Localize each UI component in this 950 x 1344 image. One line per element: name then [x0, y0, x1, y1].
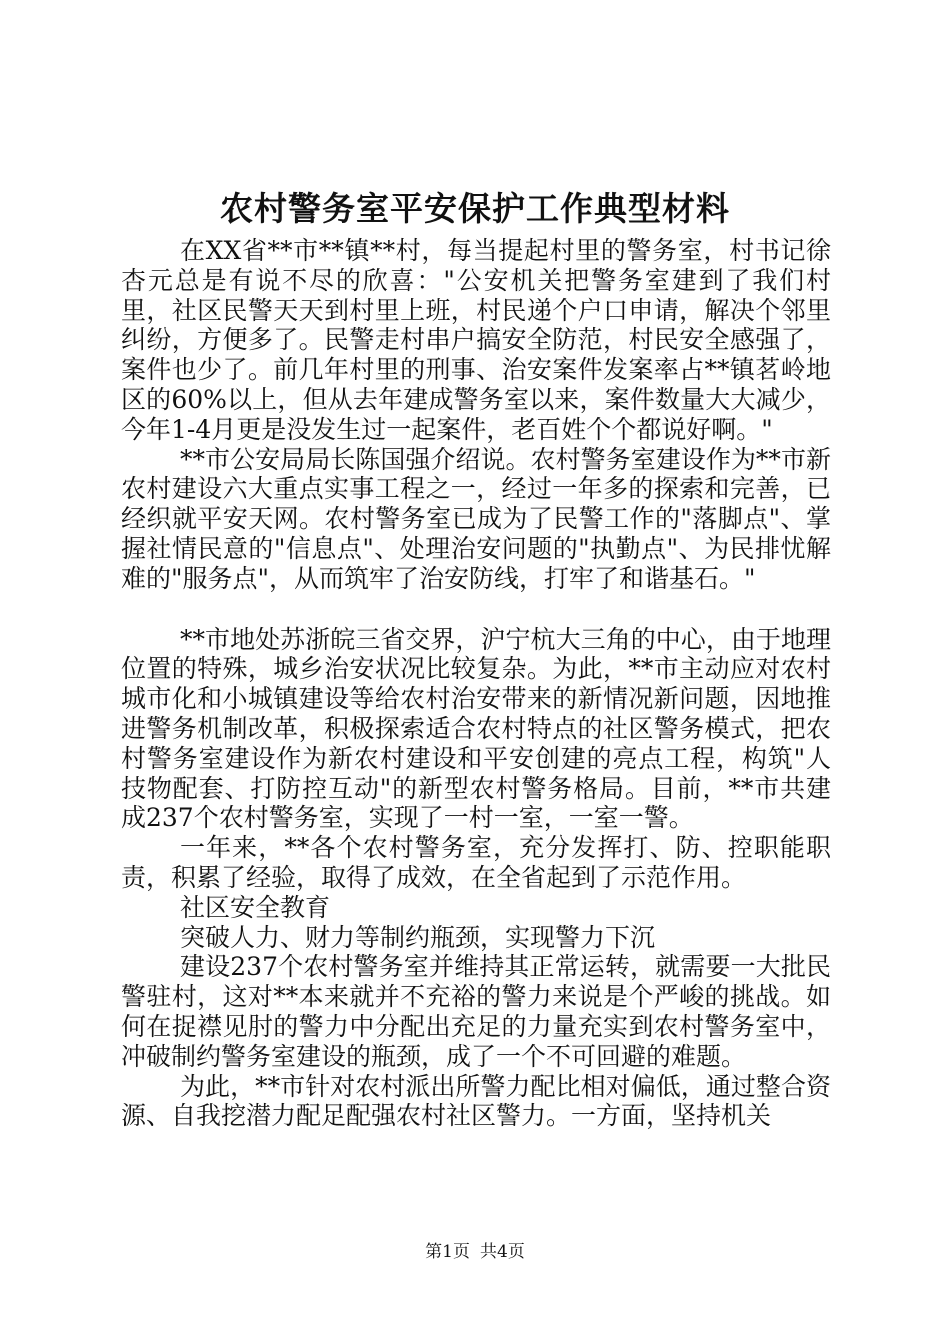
document-body [121, 236, 831, 1131]
paragraph-intro-quote: 在XX省**市**镇**村，每当提起村里的警务室，村书记徐杏元总是有说不尽的欣喜："公安机关把警务室建到了我们村里，社区民警天天到村里上班，村民递个户口申请，解决个邻里纠纷，方便多了。民警走村串户搞安全防范，村民安全感强了，案件也少了。前几年村里的刑事、治安案件发案率占**镇茗岭地区的60%以上，但从去年建成警务室以来，案件数量大大减少，今年1-4月更是没发生过一起案件，老百姓个个都说好啊。" [121, 236, 831, 444]
section-heading-community-safety: 社区安全教育 [180, 892, 331, 922]
paragraph-staffing-challenge: 建设237个农村警务室并维持其正常运转，就需要一大批民警驻村，这对**本来就并不充裕的警力来说是个严峻的挑战。如何在捉襟见肘的警力中分配出充足的力量充实到农村警务室中，冲破制约警务室建设的瓶颈，成了一个不可回避的难题。 [121, 952, 831, 1071]
section-heading-police-deployment: 突破人力、财力等制约瓶颈，实现警力下沉 [180, 922, 656, 952]
page-number-current: 第1页 [425, 1242, 470, 1262]
paragraph-city-background: **市地处苏浙皖三省交界，沪宁杭大三角的中心，由于地理位置的特殊，城乡治安状况比较复杂。为此，**市主动应对农村城市化和小城镇建设等给农村治安带来的新情况新问题，因地推进警务机制改革，积极探索适合农村特点的社区警务模式，把农村警务室建设作为新农村建设和平安创建的亮点工程，构筑"人技物配套、打防控互动"的新型农村警务格局。目前，**市共建成237个农村警务室，实现了一村一室，一室一警。 [121, 624, 831, 833]
paragraph-director-statement: **市公安局局长陈国强介绍说。农村警务室建设作为**市新农村建设六大重点实事工程之一，经过一年多的探索和完善，已经织就平安天网。农村警务室已成为了民警工作的"落脚点"、掌握社情民意的"信息点"、处理治安问题的"执勤点"、为民排忧解难的"服务点"，从而筑牢了治安防线，打牢了和谐基石。" [121, 444, 831, 593]
paragraph-measures: 为此，**市针对农村派出所警力配比相对偏低，通过整合资源、自我挖潜力配足配强农村社区警力。一方面，坚持机关 [121, 1071, 831, 1131]
page-footer [0, 1240, 950, 1264]
paragraph-year-summary: 一年来，**各个农村警务室，充分发挥打、防、控职能职责，积累了经验，取得了成效，在全省起到了示范作用。 [121, 833, 831, 892]
document-title: 农村警务室平安保护工作典型材料 [220, 189, 730, 228]
page-number-total: 共4页 [480, 1242, 525, 1262]
